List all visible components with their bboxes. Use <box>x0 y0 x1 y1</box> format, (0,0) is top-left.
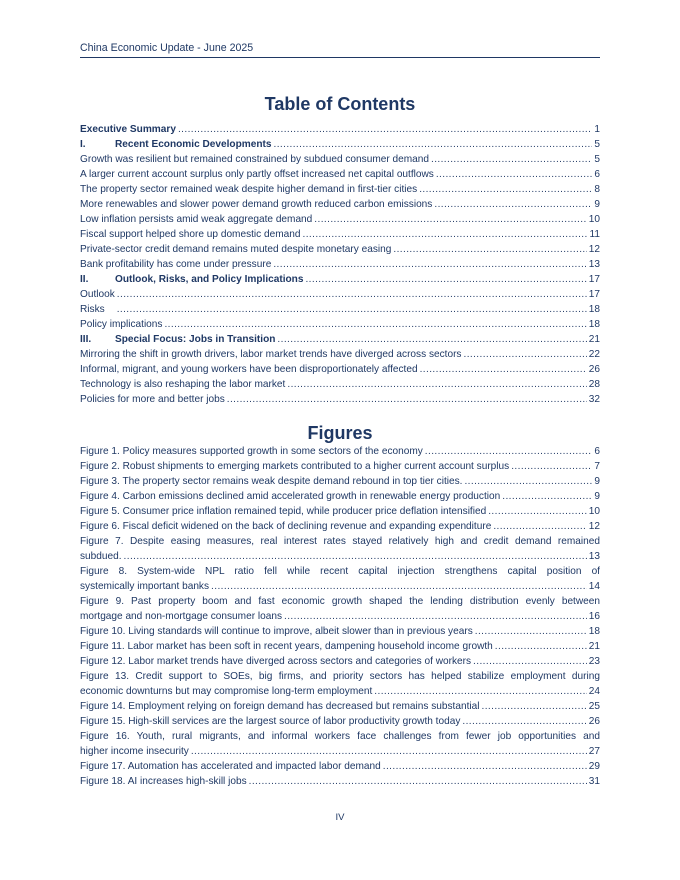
toc-entry-number: III. <box>80 334 92 345</box>
figure-entry-page: 9 <box>594 491 600 502</box>
toc-entry-page: 6 <box>594 169 600 180</box>
dot-leader <box>284 609 587 624</box>
toc-entry-page: 10 <box>588 214 600 225</box>
figure-entry-page: 13 <box>588 551 600 562</box>
dot-leader <box>273 257 586 272</box>
dot-leader <box>419 182 592 197</box>
toc-entry-page: 32 <box>588 394 600 405</box>
figure-entry[interactable] <box>80 504 600 519</box>
dot-leader <box>178 122 592 137</box>
figure-entry[interactable] <box>80 639 600 654</box>
toc-entry-text: Mirroring the shift in growth drivers, labor market trends have diverged across sectors <box>80 349 462 360</box>
toc-entry-page: 13 <box>588 259 600 270</box>
figure-entry-text: Figure 2. Robust shipments to emerging markets contributed to a higher current account surplus <box>80 461 510 472</box>
toc-entry-text: More renewables and slower power demand growth reduced carbon emissions <box>80 199 433 210</box>
toc-entry[interactable] <box>80 392 600 407</box>
figure-entry-page: 23 <box>588 656 600 667</box>
toc-entry[interactable] <box>80 302 600 317</box>
figure-entry-page: 7 <box>594 461 600 472</box>
figure-entry[interactable] <box>80 444 600 459</box>
toc-entry-text: Policy implications <box>80 319 163 330</box>
figure-entry-text-line1: Figure 7. Despite easing measures, real interest rates stayed relatively high and credit demand remained <box>80 536 600 547</box>
dot-leader <box>502 489 592 504</box>
toc-title: Table of Contents <box>264 94 416 114</box>
toc-entry-text: Informal, migrant, and young workers have been disproportionately affected <box>80 364 418 375</box>
figure-entry-text: Figure 3. The property sector remains weak despite demand rebound in top tier cities. <box>80 476 463 487</box>
toc-entry[interactable] <box>80 137 600 152</box>
dot-leader <box>431 152 592 167</box>
page-number: IV <box>335 812 345 823</box>
dot-leader <box>420 362 587 377</box>
toc-entry[interactable] <box>80 167 600 182</box>
dot-leader <box>164 317 586 332</box>
dot-leader <box>117 287 587 302</box>
figure-entry-text: Figure 14. Employment relying on foreign demand has decreased but remains substantial <box>80 701 480 712</box>
dot-leader <box>482 699 587 714</box>
toc-entry[interactable] <box>80 197 600 212</box>
figure-entry[interactable] <box>80 594 600 624</box>
figure-entry[interactable] <box>80 564 600 594</box>
dot-leader <box>436 167 593 182</box>
dot-leader <box>249 774 587 789</box>
toc-entry-text: Recent Economic Developments <box>115 139 272 150</box>
dot-leader <box>511 459 592 474</box>
figures-title: Figures <box>307 423 373 443</box>
toc-entry[interactable] <box>80 122 600 137</box>
toc-entry-page: 5 <box>594 154 600 165</box>
dot-leader <box>393 242 586 257</box>
toc-entry-text: Private-sector credit demand remains muted despite monetary easing <box>80 244 392 255</box>
figure-entry-text: Figure 17. Automation has accelerated and impacted labor demand <box>80 761 381 772</box>
figure-entry[interactable] <box>80 519 600 534</box>
figure-entry-text: Figure 12. Labor market trends have diverged across sectors and categories of workers <box>80 656 472 667</box>
figure-entry-page: 6 <box>594 446 600 457</box>
figure-entry-text-line2: mortgage and non-mortgage consumer loans <box>80 611 282 622</box>
dot-leader <box>117 302 587 317</box>
toc-entry[interactable] <box>80 182 600 197</box>
dot-leader <box>495 639 587 654</box>
figure-entry[interactable] <box>80 759 600 774</box>
toc-entry-page: 8 <box>594 184 600 195</box>
figure-entry[interactable] <box>80 774 600 789</box>
toc-entry-page: 17 <box>588 274 600 285</box>
toc-entry-number: II. <box>80 274 89 285</box>
figure-entry-page: 14 <box>588 581 600 592</box>
dot-leader <box>314 212 586 227</box>
figure-entry-text-line2: systemically important banks <box>80 581 210 592</box>
figure-entry-text-line1: Figure 16. Youth, rural migrants, and informal workers face challenges from fewer job opportunities and <box>80 731 600 742</box>
figure-entry-text: Figure 18. AI increases high-skill jobs <box>80 776 247 787</box>
dot-leader <box>303 227 588 242</box>
figure-entry-page: 27 <box>588 746 600 757</box>
figure-entry-text-line2: subdued. <box>80 551 122 562</box>
toc-entry-page: 5 <box>594 139 600 150</box>
toc-entry[interactable] <box>80 242 600 257</box>
toc-entry[interactable] <box>80 362 600 377</box>
dot-leader <box>305 272 586 287</box>
toc-entry[interactable] <box>80 152 600 167</box>
figures-list <box>80 444 600 789</box>
dot-leader <box>191 744 587 759</box>
dot-leader <box>463 347 586 362</box>
figure-entry-page: 21 <box>588 641 600 652</box>
toc-entry-page: 11 <box>589 229 600 240</box>
figure-entry-text-line2: economic downturns but may compromise long-term employment <box>80 686 373 697</box>
dot-leader <box>425 444 593 459</box>
figure-entry-page: 18 <box>588 626 600 637</box>
toc-entry[interactable] <box>80 227 600 242</box>
running-header: China Economic Update - June 2025 <box>80 42 600 58</box>
dot-leader <box>277 332 586 347</box>
figure-entry[interactable] <box>80 624 600 639</box>
figure-entry-text-line2: higher income insecurity <box>80 746 189 757</box>
dot-leader <box>274 137 593 152</box>
toc-entry-text: Technology is also reshaping the labor market <box>80 379 286 390</box>
toc-entry-page: 12 <box>588 244 600 255</box>
toc-entry[interactable] <box>80 317 600 332</box>
figure-entry-page: 10 <box>588 506 600 517</box>
toc-entry-number: I. <box>80 139 86 150</box>
figure-entry-page: 12 <box>588 521 600 532</box>
toc-entry-page: 18 <box>588 304 600 315</box>
dot-leader <box>227 392 587 407</box>
dot-leader <box>287 377 586 392</box>
toc-entry[interactable] <box>80 347 600 362</box>
figure-entry[interactable] <box>80 474 600 489</box>
figure-entry-text-line1: Figure 9. Past property boom and fast economic growth shaped the lending distribution evenly between <box>80 596 600 607</box>
figure-entry-text-line1: Figure 13. Credit support to SOEs, big firms, and priority sectors has helped stabilize employment during <box>80 671 600 682</box>
figure-entry-text: Figure 5. Consumer price inflation remained tepid, while producer price deflation intensified <box>80 506 487 517</box>
figure-entry-text: Figure 11. Labor market has been soft in recent years, dampening household income growth <box>80 641 493 652</box>
figure-entry[interactable] <box>80 714 600 729</box>
toc-entry-text: Fiscal support helped shore up domestic demand <box>80 229 301 240</box>
dot-leader <box>383 759 587 774</box>
figure-entry[interactable] <box>80 729 600 759</box>
toc-entry-text: Special Focus: Jobs in Transition <box>115 334 276 345</box>
toc-entry-text: Executive Summary <box>80 124 176 135</box>
dot-leader <box>462 714 586 729</box>
toc-entry-page: 9 <box>594 199 600 210</box>
figure-entry-page: 31 <box>588 776 600 787</box>
toc-entry-text: Outlook <box>80 289 115 300</box>
toc-entry[interactable] <box>80 377 600 392</box>
figure-entry-page: 25 <box>588 701 600 712</box>
figure-entry-text: Figure 6. Fiscal deficit widened on the back of declining revenue and expanding expenditure <box>80 521 492 532</box>
dot-leader <box>488 504 587 519</box>
toc-entry-page: 18 <box>588 319 600 330</box>
dot-leader <box>464 474 592 489</box>
toc-entry[interactable] <box>80 287 600 302</box>
toc-entry-text: Low inflation persists amid weak aggregate demand <box>80 214 313 225</box>
figure-entry[interactable] <box>80 699 600 714</box>
toc-entry-page: 21 <box>588 334 600 345</box>
figure-entry-page: 29 <box>588 761 600 772</box>
figure-entry[interactable] <box>80 534 600 564</box>
dot-leader <box>211 579 587 594</box>
figure-entry[interactable] <box>80 654 600 669</box>
toc-entry-page: 28 <box>588 379 600 390</box>
toc-entry-text: Growth was resilient but remained constrained by subdued consumer demand <box>80 154 429 165</box>
dot-leader <box>473 654 587 669</box>
dot-leader <box>124 549 587 564</box>
toc-entry-text: Risks <box>80 304 105 315</box>
toc-entry[interactable] <box>80 272 600 287</box>
figure-entry-page: 26 <box>588 716 600 727</box>
dot-leader <box>434 197 592 212</box>
figure-entry-text: Figure 10. Living standards will continue to improve, albeit slower than in previous years <box>80 626 473 637</box>
toc-entry-text: The property sector remained weak despite higher demand in first-tier cities <box>80 184 418 195</box>
figure-entry[interactable] <box>80 669 600 699</box>
toc-entry[interactable] <box>80 257 600 272</box>
figure-entry-text: Figure 1. Policy measures supported growth in some sectors of the economy <box>80 446 423 457</box>
figure-entry-page: 9 <box>594 476 600 487</box>
figure-entry[interactable] <box>80 489 600 504</box>
figure-entry-text: Figure 15. High-skill services are the largest source of labor productivity growth today <box>80 716 461 727</box>
toc-entry-page: 1 <box>594 124 600 135</box>
dot-leader <box>475 624 587 639</box>
dot-leader <box>374 684 586 699</box>
figure-entry-page: 24 <box>588 686 600 697</box>
figure-entry-text: Figure 4. Carbon emissions declined amid accelerated growth in renewable energy production <box>80 491 501 502</box>
figure-entry[interactable] <box>80 459 600 474</box>
dot-leader <box>493 519 586 534</box>
toc-entry-text: A larger current account surplus only partly offset increased net capital outflows <box>80 169 434 180</box>
toc-entry[interactable] <box>80 212 600 227</box>
toc-entry-page: 22 <box>588 349 600 360</box>
toc-entry-text: Bank profitability has come under pressure <box>80 259 272 270</box>
toc-entry[interactable] <box>80 332 600 347</box>
toc-entry-text: Outlook, Risks, and Policy Implications <box>115 274 304 285</box>
figure-entry-page: 16 <box>588 611 600 622</box>
figure-entry-text-line1: Figure 8. System-wide NPL ratio fell while recent capital injection strengthens capital position of <box>80 566 600 577</box>
toc-entry-page: 17 <box>588 289 600 300</box>
toc-entry-page: 26 <box>588 364 600 375</box>
toc-list <box>80 122 600 407</box>
toc-entry-text: Policies for more and better jobs <box>80 394 225 405</box>
